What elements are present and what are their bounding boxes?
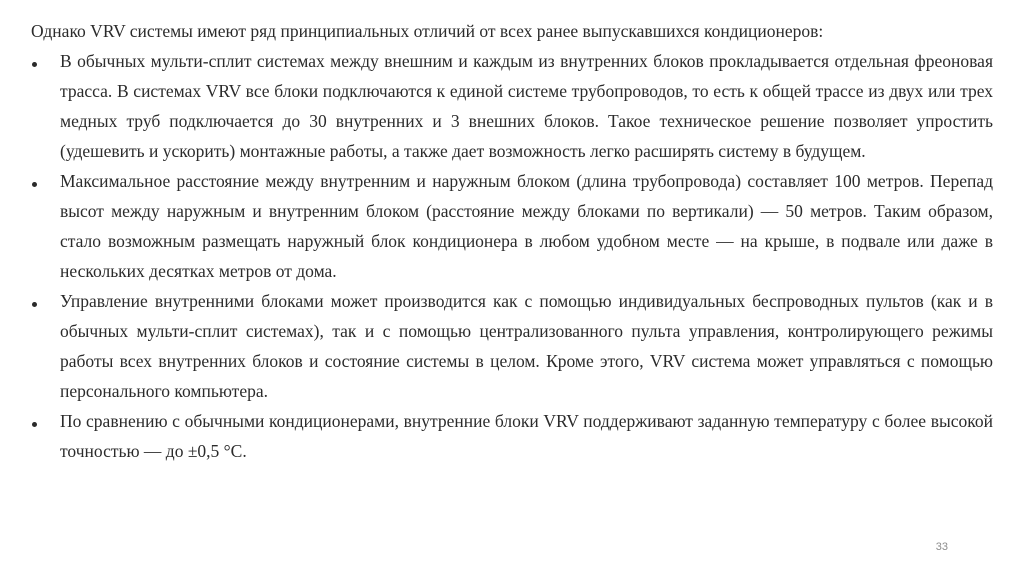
bullet-item-4	[31, 406, 993, 466]
bullet-item-1	[31, 46, 993, 166]
intro-paragraph: Однако VRV системы имеют ряд принципиальных отличий от всех ранее выпускавшихся кондиционеров:	[31, 21, 824, 41]
bullet-dot-icon	[31, 406, 43, 436]
bullet-text: Управление внутренними блоками может производится как с помощью индивидуальных беспроводных пультов (как и в обычных мульти-сплит системах), так и с помощью централизованного пульта управления, контролирующего режимы работы всех внутренних блоков и состояние системы в целом. Кроме этого, VRV система может управляться с помощью персонального компьютера.	[60, 291, 993, 401]
bullet-dot-icon	[31, 166, 43, 196]
bullet-text: По сравнению с обычными кондиционерами, внутренние блоки VRV поддерживают заданную температуру с более высокой точностью — до ±0,5 °C.	[60, 411, 993, 461]
bullet-list	[31, 46, 993, 466]
page-number: 33	[935, 541, 948, 553]
bullet-dot-icon	[31, 46, 43, 76]
slide-body	[31, 16, 993, 466]
bullet-text: В обычных мульти-сплит системах между внешним и каждым из внутренних блоков прокладывается отдельная фреоновая трасса. В системах VRV все блоки подключаются к единой системе трубопроводов, то есть к общей трассе из двух или трех медных труб подключается до 30 внутренних и 3 внешних блоков. Такое техническое решение позволяет упростить (удешевить и ускорить) монтажные работы, а также дает возможность легко расширять систему в будущем.	[60, 51, 993, 161]
bullet-dot-icon	[31, 286, 43, 316]
bullet-text: Максимальное расстояние между внутренним и наружным блоком (длина трубопровода) составляет 100 метров. Перепад высот между наружным и внутренним блоком (расстояние между блоками по вертикали) — 50 метров. Таким образом, стало возможным размещать наружный блок кондиционера в любом удобном месте — на крыше, в подвале или даже в нескольких десятках метров от дома.	[60, 171, 993, 281]
bullet-item-3	[31, 286, 993, 406]
bullet-item-2	[31, 166, 993, 286]
